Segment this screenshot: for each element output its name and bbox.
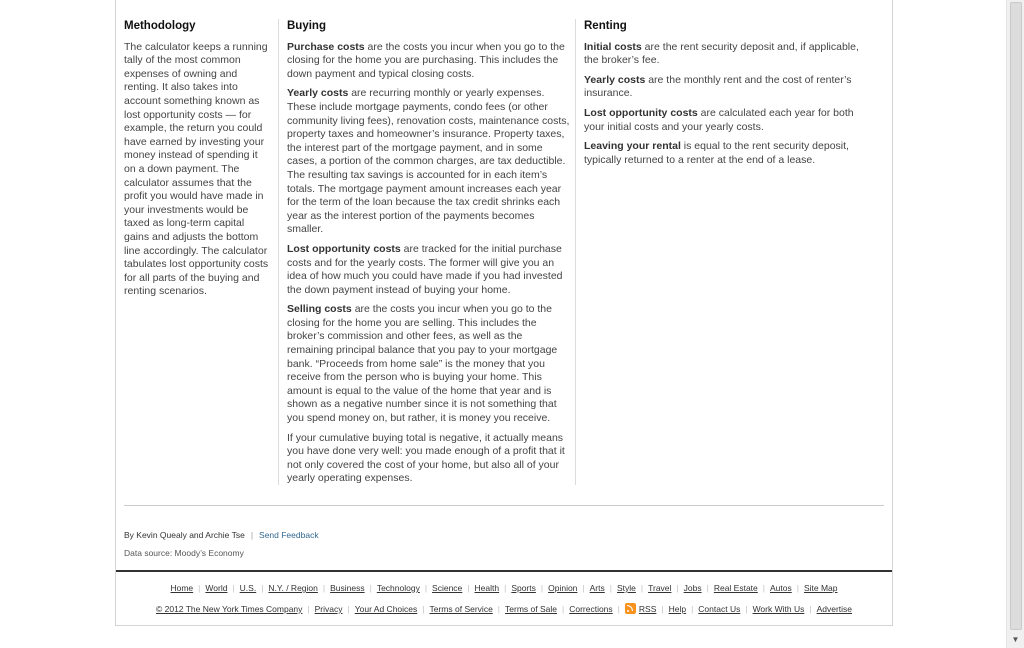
buying-column <box>287 20 570 492</box>
rss-icon[interactable] <box>625 603 636 614</box>
footer-legal-nav <box>116 603 892 614</box>
footer-nav-real-estate[interactable]: Real Estate <box>713 583 758 593</box>
footer-nav-n-y-region[interactable]: N.Y. / Region <box>268 583 318 593</box>
footer-divider: | <box>424 583 428 593</box>
footer-divider: | <box>617 604 620 614</box>
footer-divider: | <box>232 583 235 593</box>
footer-divider: | <box>347 604 350 614</box>
footer-nav-u-s[interactable]: U.S. <box>239 583 257 593</box>
footer-divider: | <box>640 583 644 593</box>
footer-divider: | <box>676 583 679 593</box>
buying-selling-costs: Selling costs are the costs you incur when you go to the closing for the home you are selling. This includes the broker’s commission and other fees, as well as the remaining principal balance that you pay to your mortgage bank. “Proceeds from home sale” is the money that you receive from the person who is buying your home. This amount is equal to the value of the home that year and is shown as a negative number since it is not something that you spend money on, but rather, it is money you receive. <box>287 303 558 425</box>
byline <box>124 530 319 540</box>
methodology-heading: Methodology <box>124 20 196 32</box>
footer-divider: | <box>762 583 765 593</box>
footer-divider: | <box>369 583 372 593</box>
buying-lost-opportunity-costs: Lost opportunity costs are tracked for the initial purchase costs and for the yearly costs. The former will give you an idea of how much you could have made if you had invested the down payment instead of buying your home. <box>287 242 563 296</box>
footer-legal-rss[interactable]: RSS <box>638 604 657 614</box>
footer-nav-travel[interactable]: Travel <box>648 583 672 593</box>
footer-legal-help[interactable]: Help <box>668 604 687 614</box>
buying-yearly-costs: Yearly costs are recurring monthly or yearly expenses. These include mortgage payments, condo fees (or other community living fees), renovation costs, maintenance costs, property taxes and homeowner’s insurance. Property taxes, the interest part of the mortgage payment, and in some cases, a portion of the common charges, are tax deductible. The resulting tax savings is accounted for in each item’s totals. The mortgage payment amount increases each year for the term of the loan because the tax credit shrinks each year as the interest portion of the payments becomes smaller. <box>287 87 570 236</box>
send-feedback-link[interactable]: Send Feedback <box>259 530 319 540</box>
footer-divider: | <box>582 583 585 593</box>
footer-nav-home[interactable]: Home <box>170 583 194 593</box>
scrollbar-thumb[interactable] <box>1010 2 1022 630</box>
footer-divider: | <box>307 604 310 614</box>
footer-nav-opinion[interactable]: Opinion <box>548 583 578 593</box>
footer-nav-arts[interactable]: Arts <box>589 583 605 593</box>
renting-initial-costs: Initial costs are the rent security deposit and, if applicable, the broker’s fee. <box>584 40 859 67</box>
footer-divider: | <box>504 583 507 593</box>
byline-authors: By Kevin Quealy and Archie Tse <box>124 530 245 540</box>
footer-legal-work-with-us[interactable]: Work With Us <box>752 604 805 614</box>
footer-divider: | <box>745 604 748 614</box>
footer-nav-business[interactable]: Business <box>330 583 365 593</box>
footer-nav-jobs[interactable]: Jobs <box>683 583 702 593</box>
footer-divider: | <box>467 583 470 593</box>
buying-heading: Buying <box>287 20 326 32</box>
footer-nav-world[interactable]: World <box>205 583 228 593</box>
footer-divider: | <box>661 604 664 614</box>
methodology-text: The calculator keeps a running tally of the most common expenses of owning and renting. It also takes into account something known as lost opportunity costs — for example, the return you could have earned by investing your money instead of spending it on a down payment. The calculator assumes that the profit you would have made in your investments would be taxed as long-term capital gains and adjusts the bottom line accordingly. The calculator tabulates lost opportunity costs for all parts of the buying and renting scenarios. <box>124 40 269 298</box>
footer-divider: | <box>809 604 812 614</box>
footer-divider: | <box>796 583 799 593</box>
footer-legal-terms-of-service[interactable]: Terms of Service <box>429 604 493 614</box>
footer-legal-terms-of-sale[interactable]: Terms of Sale <box>505 604 557 614</box>
article-page <box>115 0 893 626</box>
footer-legal-contact-us[interactable]: Contact Us <box>698 604 741 614</box>
footer-nav-technology[interactable]: Technology <box>376 583 420 593</box>
footer-nav-autos[interactable]: Autos <box>770 583 792 593</box>
footer-nav-sports[interactable]: Sports <box>511 583 536 593</box>
renting-yearly-costs: Yearly costs are the monthly rent and the cost of renter’s insurance. <box>584 73 852 100</box>
footer-divider: | <box>540 583 544 593</box>
footer-nav-health[interactable]: Health <box>474 583 500 593</box>
scroll-down-arrow-icon[interactable]: ▼ <box>1011 635 1020 644</box>
footer-legal-2012-the-new-york-times-company[interactable]: © 2012 The New York Times Company <box>155 604 303 614</box>
footer-divider: | <box>497 604 501 614</box>
footer-divider: | <box>261 583 264 593</box>
vertical-scrollbar[interactable] <box>1006 0 1024 648</box>
explanation-columns <box>116 0 892 486</box>
footer-divider: | <box>422 604 425 614</box>
footer-divider: | <box>609 583 612 593</box>
data-source: Data source: Moody’s Economy <box>124 548 244 558</box>
renting-column <box>584 20 874 173</box>
footer-nav-site-map[interactable]: Site Map <box>803 583 838 593</box>
buying-closing-note: If your cumulative buying total is negative, it actually means you have done very well: you made enough of a profit that it not only covered the cost of your home, but also all of your yearly operating expenses. <box>287 431 565 485</box>
footer-section-nav <box>116 583 892 593</box>
column-divider <box>575 19 576 485</box>
renting-leaving-rental: Leaving your rental is equal to the rent security deposit, typically returned to a renter at the end of a lease. <box>584 140 849 166</box>
byline-divider <box>124 505 884 506</box>
footer-divider: | <box>706 583 709 593</box>
footer-legal-advertise[interactable]: Advertise <box>816 604 853 614</box>
footer-legal-your-ad-choices[interactable]: Your Ad Choices <box>354 604 418 614</box>
column-divider <box>278 19 279 485</box>
buying-purchase-costs: Purchase costs are the costs you incur when you go to the closing for the home you are purchasing. This includes the down payment and typical closing costs. <box>287 40 565 80</box>
footer-nav-science[interactable]: Science <box>432 583 463 593</box>
footer-divider: | <box>691 604 694 614</box>
methodology-column <box>124 20 272 305</box>
renting-lost-opportunity-costs: Lost opportunity costs are calculated each year for both your initial costs and your yearly costs. <box>584 106 854 133</box>
renting-heading: Renting <box>584 20 627 32</box>
footer-rule <box>116 570 892 572</box>
footer-divider: | <box>561 604 565 614</box>
byline-separator: | <box>250 530 254 540</box>
footer-nav-style[interactable]: Style <box>616 583 636 593</box>
footer-divider: | <box>322 583 326 593</box>
footer-legal-corrections[interactable]: Corrections <box>569 604 613 614</box>
footer-legal-privacy[interactable]: Privacy <box>314 604 343 614</box>
footer-divider: | <box>198 583 201 593</box>
